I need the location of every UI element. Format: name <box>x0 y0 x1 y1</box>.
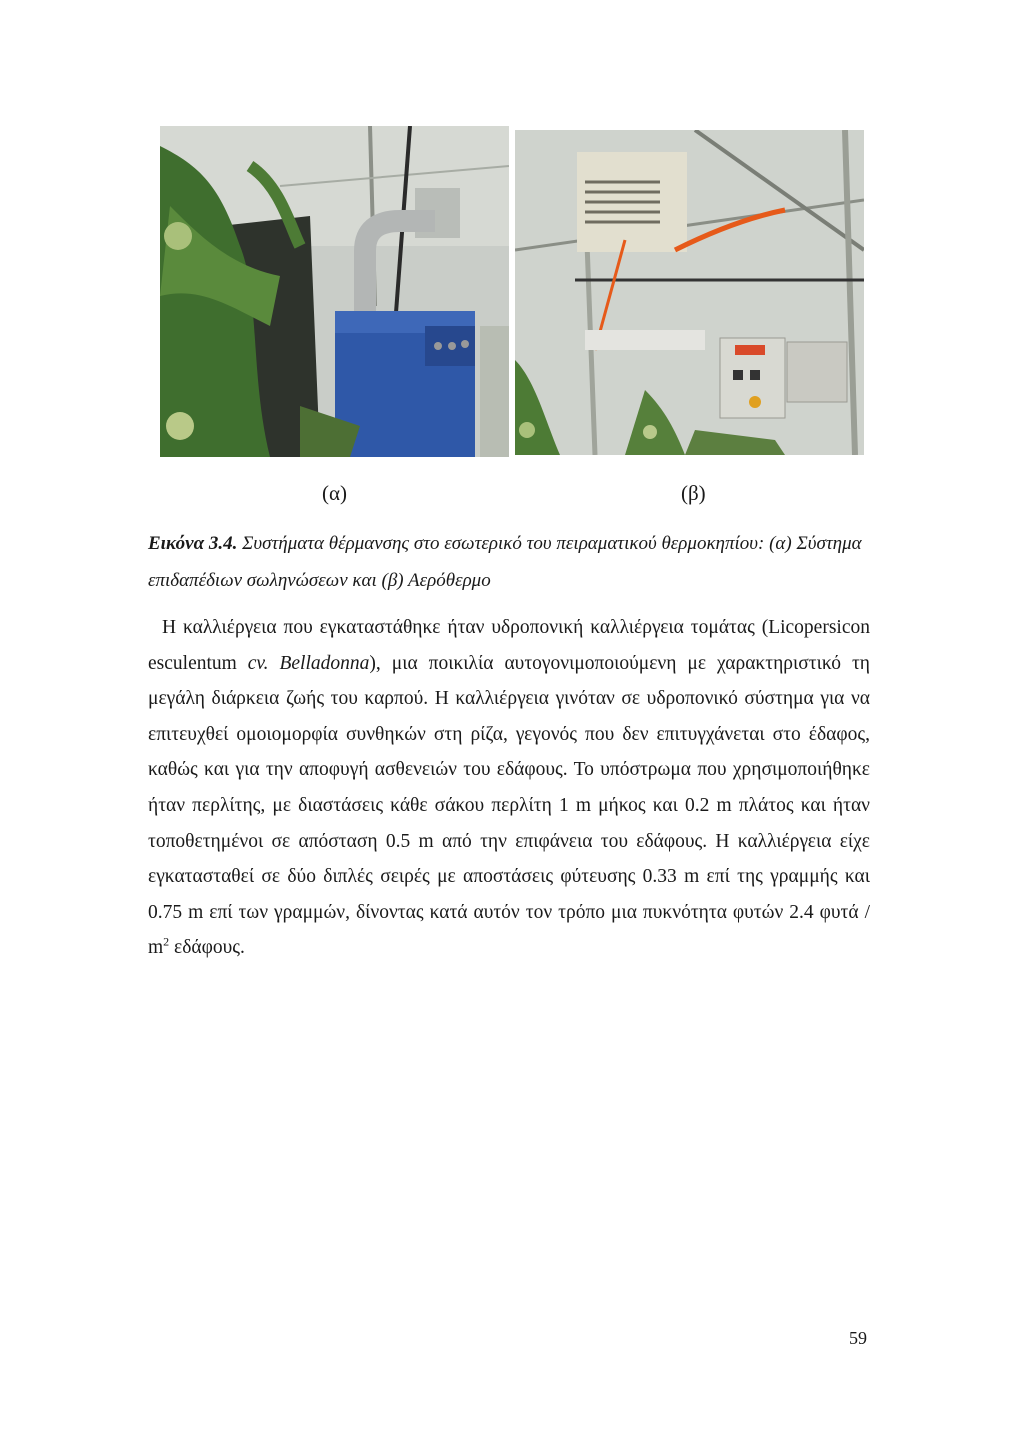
body-paragraph-part3: εδάφους. <box>169 937 245 959</box>
figure-label-b: (β) <box>681 481 706 505</box>
body-paragraph-cultivar: cv. Belladonna <box>247 652 370 674</box>
photo-air-heater-graphic <box>515 130 864 455</box>
body-paragraph-part2: ), μια ποικιλία αυτογονιμοποιούμενη με χαρακτηριστικό τη μεγάλη διάρκεια ζωής του καρπού. Η καλλιέργεια γινόταν σε υδροπονικό σύστημα για να επιτευχθεί ομοιομορφία συνθηκών στη ρίζα, γεγονός που δεν επιτυγχάνεται στο έδαφος, καθώς και για την αποφυγή ασθενειών του εδάφους. Το υπόστρωμα που χρησιμοποιήθηκε ήταν περλίτης, με διαστάσεις κάθε σάκου περλίτη 1 m μήκος και 0.2 m πλάτος και ήταν τοποθετημένοι σε απόσταση 0.5 m από την επιφάνεια του εδάφους. Η καλλιέργεια είχε εγκατασταθεί σε δύο διπλές σειρές με αποστάσεις φύτευσης 0.33 m επί της γραμμής και 0.75 m επί των γραμμών, δίνοντας κατά αυτόν τον τρόπο μια πυκνότητα φυτών 2.4 φυτά / m <box>148 652 871 959</box>
photo-floor-heating-graphic <box>160 126 509 457</box>
photo-air-heater <box>515 130 864 455</box>
body-paragraph-superscript: 2 <box>163 934 170 949</box>
body-paragraph <box>148 610 870 966</box>
figure-caption <box>148 525 872 599</box>
page-number: 59 <box>849 1328 867 1348</box>
figure-caption-number: Εικόνα 3.4. <box>148 533 238 554</box>
photo-floor-heating-system <box>160 126 509 457</box>
body-paragraph-part1: Η καλλιέργεια που εγκαταστάθηκε ήταν υδροπονική καλλιέργεια τομάτας (Licopersicon esculentum <box>148 617 870 674</box>
figure-label-a: (α) <box>322 481 347 505</box>
figure-caption-text: Συστήματα θέρμανσης στο εσωτερικό του πειραματικού θερμοκηπίου: (α) Σύστημα επιδαπέδιων σωληνώσεων και (β) Αερόθερμο <box>148 533 862 591</box>
